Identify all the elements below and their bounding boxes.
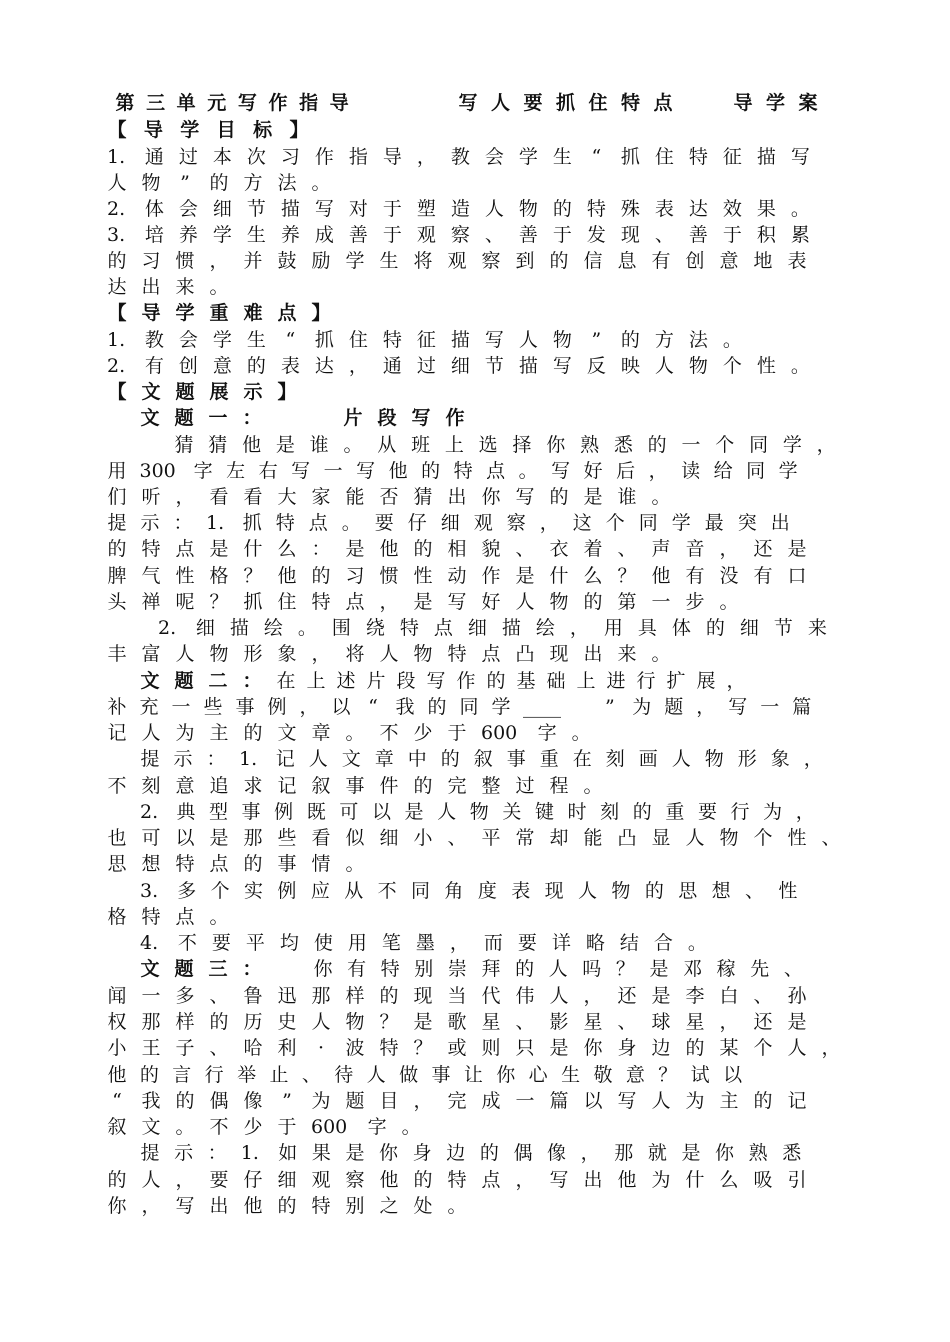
document-page: 第 三 单 元 写 作 指 导 写 人 要 抓 住 特 点 导 学 案 【 导 学 目 标 】 1. 通 过 本 次 习 作 指 导 ， 教 会 学 生 “ 抓 住 特 征 描 写 人 物 ” 的 方 法 。 2. 体 会 细 节 描 写 对 于 塑 造 人 物 的 特 殊 表 达 效 果 。 3. 培 养 学 生 养 成 善 于 观 察 、 善 于 发 现 、 善 于 积 累 的 习 惯 ， 并 鼓 励 学 生 将 观 察 到 的 信 息 有 创 意 地 表 达 出 来 。 【 导 学 重 难 点 】 1. 教 会 学 生 “ 抓 住 特 征 描 写 人 物 ” 的 方 法 。 2. 有 创 意 的 表 达 ， 通 过 细 节 描 写 反 映 人 物 个 性 。 【 文 题 展 示 】 文 题 一 ： 片 段 写 作 猜 猜 他 是 谁 。 从 班 上 选 择 你 熟 悉 的 一 个 同 学 ， 用 300 字 左 右 写 一 写 他 的 特 点 。 写 好 后 ， 读 给 同 学 们 听 ， 看 看 大 家 能 否 猜 出 你 写 的 是 谁 。 提 示 ： 1. 抓 特 点 。 要 仔 细 观 察 ， 这 个 同 学 最 突 出 的 特 点 是 什 么 ： 是 他 的 相 貌 、 衣 着 、 声 音 ， 还 是 脾 气 性 格 ？ 他 的 习 惯 性 动 作 是 什 么 ？ 他 有 没 有 口 头 禅 呢 ？ 抓 住 特 点 ， 是 写 好 人 物 的 第 一 步 。 2. 细 描 绘 。 围 绕 特 点 细 描 绘 ， 用 具 体 的 细 节 来 丰 富 人 物 形 象 ， 将 人 物 特 点 凸 现 出 来 。 文 题 二 ： 在 上 述 片 段 写 作 的 基 础 上 进 行 扩 展 ， 补 充 一 些 事 例 ， 以 “ 我 的 同 学 ____ ” 为 题 ， 写 一 篇 记 人 为 主 的 文 章 。 不 少 于 600 字 。 提 示 ： 1. 记 人 文 章 中 的 叙 事 重 在 刻 画 人 物 形 象 ， 不 刻 意 追 求 记 叙 事 件 的 完 整 过 程 。 2. 典 型 事 例 既 可 以 是 人 物 关 键 时 刻 的 重 要 行 为 ， 也 可 以 是 那 些 看 似 细 小 、 平 常 却 能 凸 显 人 物 个 性 、 思 想 特 点 的 事 情 。 3. 多 个 实 例 应 从 不 同 角 度 表 现 人 物 的 思 想 、 性 格 特 点 。 4. 不 要 平 均 使 用 笔 墨 ， 而 要 详 略 结 合 。 文 题 三 ： 你 有 特 别 崇 拜 的 人 吗 ？ 是 邓 稼 先 、 闻 一 多 、 鲁 迅 那 样 的 现 当 代 伟 人 ， 还 是 李 白 、 孙 权 那 样 的 历 史 人 物 ？ 是 歌 星 、 影 星 、 球 星 ， 还 是 小 王 子 、 哈 利 · 波 特 ？ 或 则 只 是 你 身 边 的 某 个 人 ， 他 的 言 行 举 止 、 待 人 做 事 让 你 心 生 敬 意 ？ 试 以 “ 我 的 偶 像 ” 为 题 目 ， 完 成 一 篇 以 写 人 为 主 的 记 叙 文 。 不 少 于 600 字 。 提 示 ： 1. 如 果 是 你 身 边 的 偶 像 ， 那 就 是 你 熟 悉 的 人 ， 要 仔 细 观 察 他 的 特 点 ， 写 出 他 为 什 么 吸 引 你 ， 写 出 他 的 特 别 之 处 。: [107, 92, 841, 1217]
